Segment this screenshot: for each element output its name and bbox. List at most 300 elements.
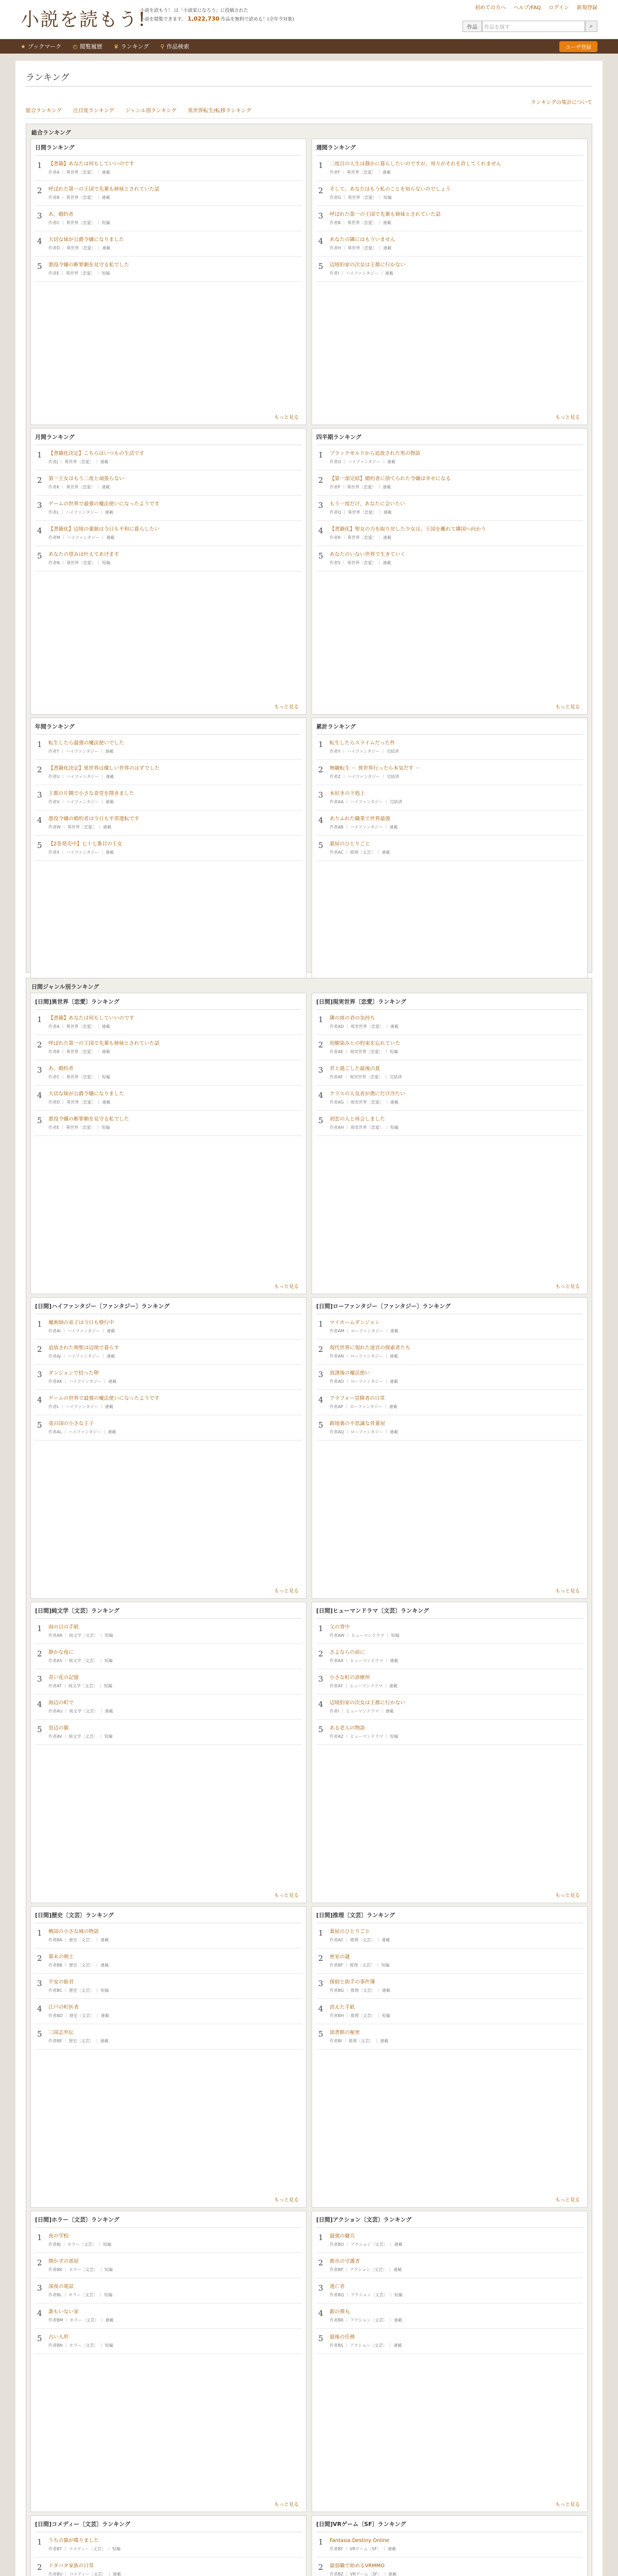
ranking-item-body [45, 450, 300, 465]
ranking-item-body [327, 186, 581, 200]
novel-title-link[interactable]: 呼ばれた第一の王国で先輩も姉妹とされていた話 [48, 187, 160, 192]
novel-title-link[interactable]: 古い人形 [48, 2334, 69, 2340]
novel-title-link[interactable]: 銀の弾丸 [330, 2309, 350, 2315]
ranking-item [35, 2228, 302, 2253]
rank-number: 4 [37, 236, 42, 246]
about-ranking-link[interactable]: ランキングの集計について [530, 100, 592, 106]
rank-number: 1 [318, 1928, 323, 1938]
novel-title-link[interactable]: 大切な妹が公爵令嬢になりました [48, 1091, 124, 1097]
ranking-item-body [327, 450, 581, 465]
novel-title-link[interactable]: 三国志外伝 [48, 2030, 74, 2036]
novel-title-link[interactable]: 悪役令嬢の婚約者は今日も平常運転です [48, 816, 140, 822]
novel-meta: 作者E ｜ 異世界〔恋愛〕 ｜ 短編 [48, 271, 110, 276]
novel-meta: 作者BY ｜ VRゲーム〔SF〕 ｜ 連載 [330, 2547, 396, 2551]
novel-title-link[interactable]: 悪役令嬢の断罪劇を見守る私でした [48, 1116, 129, 1122]
novel-title-link[interactable]: 探偵と助手の事件簿 [330, 1979, 375, 1985]
link-login[interactable]: ログイン [548, 5, 569, 11]
rank-number: 2 [37, 2258, 42, 2267]
ranking-item [316, 181, 583, 206]
search-type-select[interactable]: 作品 [462, 21, 482, 32]
user-register-button[interactable]: ユーザ登録 [559, 41, 597, 52]
ranking-item [35, 2278, 302, 2303]
novel-title-link[interactable]: ブラックギルドから追放された男の物語 [330, 451, 421, 456]
ranking-item [35, 1010, 302, 1035]
novel-title-link[interactable]: クラスの人気者が僕にだけ冷たい [330, 1091, 405, 1097]
ranking-item [35, 1974, 302, 1999]
novel-title-link[interactable]: 本好きの下剋上 [330, 791, 365, 796]
ranking-item [316, 470, 583, 496]
novel-meta: 作者AI ｜ ハイファンタジー ｜ 連載 [48, 1329, 115, 1333]
ranking-card-title: 日間ランキング [35, 139, 302, 156]
ranking-card [312, 1906, 588, 2208]
novel-meta: 作者V ｜ ハイファンタジー ｜ 連載 [48, 800, 114, 804]
novel-title-link[interactable]: ドタバタ家族の日常 [48, 2563, 94, 2569]
novel-title-link[interactable]: 【書籍化】聖女の力を取り戻した少女は、王国を離れて隣国へ向かう [330, 527, 486, 532]
more-link[interactable]: もっと見る [274, 2197, 299, 2203]
ranking-item [35, 470, 302, 496]
nav-search[interactable]: ⚲ 作品検索 [160, 43, 190, 50]
ranking-item-body [45, 1674, 300, 1689]
novel-meta: 作者N ｜ 異世界〔恋愛〕 ｜ 短編 [48, 561, 111, 565]
rank-number: 2 [318, 1954, 323, 1963]
search-input[interactable]: 作品を探す [482, 21, 585, 32]
novel-title-link[interactable]: 平安の姫君 [48, 1979, 74, 1985]
ranking-item-body [45, 2563, 300, 2576]
ranking-item-body [45, 1725, 300, 1739]
ranking-item [35, 1644, 302, 1669]
novel-title-link[interactable]: マイホームダンジョン [330, 1320, 380, 1326]
ranking-card [30, 2515, 306, 2576]
ranking-item-body [327, 1015, 581, 1029]
novel-title-link[interactable]: 青い花の記憶 [48, 1675, 79, 1681]
rank-number: 3 [318, 2283, 323, 2293]
ranking-item-body [327, 1954, 581, 1968]
rank-number: 4 [318, 2309, 323, 2318]
ranking-item [35, 1619, 302, 1644]
ranking-item-body [45, 2004, 300, 2019]
ranking-item-body [45, 2233, 300, 2247]
novel-meta: 作者AU ｜ 純文学〔文芸〕 ｜ 連載 [48, 1709, 113, 1714]
novel-title-link[interactable]: 戦国の小さな城の物語 [48, 1929, 99, 1935]
ranking-item [35, 836, 302, 861]
novel-title-link[interactable]: 転生したら最強の魔法使いでした [48, 740, 124, 746]
ranking-card [30, 993, 306, 1294]
rank-number: 5 [318, 1725, 323, 1734]
novel-meta: 作者BT ｜ コメディー〔文芸〕 ｜ 短編 [48, 2547, 121, 2551]
novel-title-link[interactable]: 無職転生 － 異世界行ったら本気だす － [330, 766, 420, 771]
novel-title-link[interactable]: 夜の学校 [48, 2233, 69, 2239]
novel-meta: 作者X ｜ ハイファンタジー ｜ 連載 [48, 850, 114, 855]
novel-title-link[interactable]: 都市の守護者 [330, 2259, 360, 2264]
novel-title-link[interactable]: 呼ばれた第一の王国で先輩も姉妹とされていた話 [48, 1041, 160, 1046]
ranking-card-title: [日間]ヒューマンドラマ〔文芸〕ランキング [316, 1602, 583, 1619]
novel-meta: 作者BR ｜ アクション〔文芸〕 ｜ 連載 [330, 2318, 402, 2323]
work-count: 1,022,730 [187, 15, 220, 22]
ranking-item [316, 496, 583, 521]
ranking-item-body [45, 476, 300, 490]
ranking-item [35, 785, 302, 810]
more-link[interactable]: もっと見る [555, 1893, 580, 1899]
header-search [462, 21, 597, 32]
novel-meta: 作者BN ｜ ホラー〔文芸〕 ｜ 短編 [48, 2343, 113, 2348]
novel-meta: 作者BP ｜ アクション〔文芸〕 ｜ 連載 [330, 2267, 402, 2272]
rank-number: 3 [37, 1065, 42, 1075]
novel-meta: 作者AR ｜ 純文学〔文芸〕 ｜ 短編 [48, 1633, 113, 1638]
ranking-item-body [45, 2537, 300, 2552]
novel-title-link[interactable]: 【第一部完結】婚約者に捨てられた令嬢は幸せになる [330, 476, 451, 482]
link-help[interactable]: ヘルプ/FAQ [513, 5, 541, 11]
ranking-item-body [327, 476, 581, 490]
ranking-card [312, 993, 588, 1294]
ranking-item-body [327, 526, 581, 540]
rank-number: 3 [318, 1370, 323, 1379]
more-link[interactable]: もっと見る [555, 1284, 580, 1290]
ranking-item-body [327, 211, 581, 226]
novel-title-link[interactable]: 【書籍化決定】こちらはいつもの生活です [48, 451, 145, 456]
rank-number: 3 [37, 211, 42, 221]
novel-title-link[interactable]: ある老人の物語 [330, 1725, 365, 1731]
novel-title-link[interactable]: 【書籍化】辺境の薬師は今日も平和に暮らしたい [48, 527, 160, 532]
novel-meta: 作者AB ｜ ハイファンタジー ｜ 連載 [330, 825, 398, 829]
novel-title-link[interactable]: ありふれた職業で世界最強 [330, 816, 390, 822]
novel-meta: 作者W ｜ 異世界〔恋愛〕 ｜ 連載 [48, 825, 112, 829]
novel-meta: 作者Q ｜ 異世界〔恋愛〕 ｜ 連載 [330, 510, 392, 515]
novel-title-link[interactable]: うちの猫が喋りました [48, 2538, 99, 2544]
rank-number: 1 [318, 1319, 323, 1329]
rank-number: 3 [37, 1674, 42, 1684]
history-icon: ◴ [73, 43, 78, 50]
novel-meta: 作者AH ｜ 現実世界〔恋愛〕 ｜ 短編 [330, 1125, 399, 1130]
ranking-item-body [327, 1345, 581, 1359]
ranking-item-body [45, 1979, 300, 1993]
novel-title-link[interactable]: 最弱職で始めるVRMMO [330, 2563, 385, 2569]
more-link[interactable]: もっと見る [274, 2502, 299, 2507]
rank-number: 1 [37, 1624, 42, 1633]
novel-meta: 作者T ｜ ハイファンタジー ｜ 連載 [48, 749, 114, 754]
novel-title-link[interactable]: 最強の傭兵 [330, 2233, 355, 2239]
novel-meta: 作者AE ｜ 現実世界〔恋愛〕 ｜ 短編 [330, 1049, 398, 1054]
novel-meta: 作者F ｜ 異世界〔恋愛〕 ｜ 連載 [330, 170, 391, 175]
novel-title-link[interactable]: 大切な妹が公爵令嬢になりました [48, 237, 124, 243]
novel-meta: 作者BQ ｜ アクション〔文芸〕 ｜ 短編 [330, 2293, 403, 2297]
novel-title-link[interactable]: さよならの前に [330, 1650, 365, 1655]
rank-number: 1 [318, 2233, 323, 2242]
page-title: ランキング [26, 70, 592, 87]
novel-title-link[interactable]: 転生したらスライムだった件 [330, 740, 396, 746]
rank-number: 1 [37, 740, 42, 749]
ranking-card-title: [日間]ハイファンタジー〔ファンタジー〕ランキング [35, 1298, 302, 1314]
novel-meta: 作者AZ ｜ ヒューマンドラマ ｜ 短編 [330, 1734, 399, 1739]
novel-title-link[interactable]: 薬屋のひとりごと [330, 841, 370, 847]
ranking-item-body [45, 1345, 300, 1359]
ranking-item [316, 1314, 583, 1340]
site-logo[interactable]: 小説を読もう! [21, 9, 147, 30]
rank-number: 3 [37, 501, 42, 510]
ranking-item [35, 1365, 302, 1390]
more-link[interactable]: もっと見る [274, 1284, 299, 1290]
ranking-item [316, 2303, 583, 2329]
novel-title-link[interactable]: 幼馴染みとの約束を忘れていた [330, 1041, 401, 1046]
novel-meta: 作者AC ｜ 推理〔文芸〕 ｜ 連載 [330, 1938, 390, 1942]
novel-title-link[interactable]: あ、婚約者 [48, 1066, 74, 1072]
ranking-item-body [45, 1395, 300, 1410]
ranking-item-body [327, 1649, 581, 1664]
more-link[interactable]: もっと見る [274, 704, 299, 710]
novel-title-link[interactable]: 小さな町の診療所 [330, 1675, 370, 1681]
novel-title-link[interactable]: 海辺の町で [48, 1700, 74, 1706]
novel-title-link[interactable]: ゲームの世界で最強の魔法使いになったようです [48, 501, 160, 507]
novel-meta: 作者K ｜ 異世界〔恋愛〕 ｜ 連載 [48, 485, 110, 489]
ranking-item [35, 1669, 302, 1694]
ranking-card-title: [日間]歴史〔文芸〕ランキング [35, 1907, 302, 1923]
ranking-item-body [327, 1319, 581, 1334]
novel-title-link[interactable]: 追放された剣聖は辺境で暮らす [48, 1345, 119, 1351]
novel-title-link[interactable]: 雨の日の手紙 [48, 1624, 79, 1630]
novel-title-link[interactable]: 【書籍】あなたは何もしていいのです [48, 1015, 134, 1021]
link-first-time[interactable]: 初めての方へ [475, 5, 506, 11]
ranking-item [35, 1999, 302, 2024]
ranking-card [30, 1297, 306, 1599]
novel-title-link[interactable]: あ、婚約者 [48, 212, 74, 217]
more-link[interactable]: もっと見る [274, 1893, 299, 1899]
ranking-item [35, 257, 302, 282]
ranking-item-body [327, 740, 581, 754]
novel-title-link[interactable]: 深夜の電話 [48, 2284, 74, 2290]
ranking-item-body [327, 1040, 581, 1055]
more-link[interactable]: もっと見る [274, 1588, 299, 1594]
novel-meta: 作者BH ｜ 推理〔文芸〕 ｜ 短編 [330, 2013, 390, 2018]
novel-title-link[interactable]: ダンジョンで拾った卵 [48, 1370, 99, 1376]
ranking-item [316, 156, 583, 181]
novel-meta: 作者BG ｜ 推理〔文芸〕 ｜ 連載 [330, 1988, 390, 1993]
nav-bookmark[interactable]: ★ ブックマーク [21, 43, 62, 50]
more-link[interactable]: もっと見る [555, 415, 580, 420]
nav-history[interactable]: ◴ 閲覧履歴 [73, 43, 102, 50]
ranking-card [30, 1602, 306, 1903]
rank-number: 1 [37, 2233, 42, 2242]
novel-title-link[interactable]: 君と過ごした最後の夏 [330, 1066, 380, 1072]
novel-meta: 作者O ｜ ハイファンタジー ｜ 連載 [330, 460, 396, 464]
ranking-item-body [327, 1928, 581, 1943]
main-content [15, 61, 603, 2576]
novel-title-link[interactable]: 竜の国の小さな王子 [48, 1421, 94, 1427]
ranking-item-body [327, 1624, 581, 1638]
ranking-item-body [45, 790, 300, 805]
ranking-card-title: [日間]推理〔文芸〕ランキング [316, 1907, 583, 1923]
ranking-item [35, 760, 302, 785]
ranking-item [316, 810, 583, 836]
rank-number: 2 [318, 765, 323, 774]
novel-meta: 作者L ｜ ハイファンタジー ｜ 連載 [48, 510, 113, 515]
rank-number: 5 [37, 1420, 42, 1430]
novel-title-link[interactable]: 誰もいない家 [48, 2309, 79, 2315]
novel-title-link[interactable]: 辺境伯家の次女は王都に行かない [330, 262, 405, 268]
genre-ranking-section [26, 978, 592, 2576]
ranking-item [35, 1035, 302, 1060]
novel-title-link[interactable]: 辺境伯家の次女は王都に行かない [330, 1700, 405, 1706]
ranking-item [316, 760, 583, 785]
novel-meta: 作者BZ ｜ VRゲーム〔SF〕 ｜ 連載 [330, 2572, 397, 2576]
novel-title-link[interactable]: 静かな夜に [48, 1650, 74, 1655]
search-icon: ⚲ [160, 43, 165, 50]
ranking-item-body [45, 2309, 300, 2323]
rank-number: 2 [318, 186, 323, 195]
ranking-item-body [327, 1725, 581, 1739]
nav-ranking[interactable]: ♛ ランキング [113, 43, 149, 50]
novel-title-link[interactable]: 【書籍】あなたは何もしていいのです [48, 161, 134, 167]
novel-meta: 作者A ｜ 異世界〔恋愛〕 ｜ 連載 [48, 170, 110, 175]
main-nav [0, 39, 618, 54]
novel-title-link[interactable]: ゲームの世界で最強の魔法使いになったようです [48, 1396, 160, 1401]
novel-title-link[interactable]: 幕末の剣士 [48, 1954, 74, 1960]
ranking-card [30, 718, 306, 1004]
rank-number: 2 [37, 1345, 42, 1354]
ranking-item-body [45, 526, 300, 540]
ranking-item [316, 1923, 583, 1948]
novel-title-link[interactable]: 魔術師の弟子は今日も修行中 [48, 1320, 114, 1326]
novel-meta: 作者E ｜ 異世界〔恋愛〕 ｜ 短編 [48, 1125, 110, 1130]
novel-title-link[interactable]: 悪役令嬢の断罪劇を見守る私でした [48, 262, 129, 268]
tab-overall[interactable]: 総合ランキング [26, 108, 62, 114]
more-link[interactable]: もっと見る [555, 2197, 580, 2203]
novel-title-link[interactable]: あなたの隣にはもういません [330, 237, 396, 243]
ranking-item-body [45, 1040, 300, 1055]
novel-title-link[interactable]: 逃亡者 [330, 2284, 345, 2290]
ranking-card-title: [日間]アクション〔文芸〕ランキング [316, 2211, 583, 2228]
ranking-item [35, 2024, 302, 2049]
novel-meta: 作者AJ ｜ ハイファンタジー ｜ 連載 [48, 1354, 115, 1359]
novel-title-link[interactable]: 密室の謎 [330, 1954, 350, 1960]
ranking-card [30, 428, 306, 715]
novel-meta: 作者AM ｜ ローファンタジー ｜ 連載 [330, 1329, 399, 1333]
novel-meta: 作者I ｜ ヒューマンドラマ ｜ 連載 [330, 1709, 394, 1714]
more-link[interactable]: もっと見る [274, 415, 299, 420]
ranking-item-body [45, 816, 300, 830]
search-button[interactable] [585, 21, 597, 32]
novel-meta: 作者H ｜ 異世界〔恋愛〕 ｜ 連載 [330, 246, 392, 250]
novel-title-link[interactable]: そして、あなたはもう私のことを知らないのでしょう [330, 187, 451, 192]
rank-number: 3 [318, 1065, 323, 1075]
novel-meta: 作者AG ｜ 現実世界〔恋愛〕 ｜ 連載 [330, 1100, 399, 1105]
ranking-item-body [327, 765, 581, 779]
rank-number: 5 [37, 2029, 42, 2039]
ranking-item [35, 181, 302, 206]
novel-title-link[interactable]: あなたの望みは叶えてあげます [48, 552, 119, 557]
rank-number: 2 [318, 2563, 323, 2572]
rank-number: 4 [318, 526, 323, 535]
novel-title-link[interactable]: 現代世界に現れた迷宮の探索者たち [330, 1345, 410, 1351]
section-title: 総合ランキング [31, 129, 71, 136]
ranking-item [316, 735, 583, 760]
rank-number: 5 [318, 1420, 323, 1430]
novel-title-link[interactable]: 窓辺の猫 [48, 1725, 69, 1731]
rank-number: 5 [318, 262, 323, 271]
novel-meta: 作者U ｜ ハイファンタジー ｜ 連載 [48, 774, 114, 779]
ranking-item-body [327, 1674, 581, 1689]
rank-number: 1 [37, 1928, 42, 1938]
novel-meta: 作者AC ｜ 推理〔文芸〕 ｜ 連載 [330, 850, 390, 855]
novel-title-link[interactable]: 図書館の秘密 [330, 2030, 360, 2036]
ranking-item [316, 1340, 583, 1365]
rank-number: 2 [37, 476, 42, 485]
rank-number: 4 [37, 1395, 42, 1404]
novel-title-link[interactable]: Fantasia Destiny Online [330, 2538, 389, 2544]
novel-title-link[interactable]: 呼ばれた第一の王国で先輩も姉妹とされていた話 [330, 212, 441, 217]
ranking-item [35, 2557, 302, 2576]
ranking-item-body [327, 2283, 581, 2298]
ranking-item [316, 836, 583, 861]
novel-meta: 作者BB ｜ 歴史〔文芸〕 ｜ 連載 [48, 1963, 109, 1968]
novel-title-link[interactable]: もう一度だけ、あなたに会いたい [330, 501, 405, 507]
link-register[interactable]: 新規登録 [577, 5, 597, 11]
rank-number: 4 [318, 816, 323, 825]
ranking-item [35, 156, 302, 181]
novel-title-link[interactable]: 第一王女はもう二度と頑張らない [48, 476, 124, 482]
novel-meta: 作者C ｜ 異世界〔恋愛〕 ｜ 短編 [48, 221, 110, 225]
ranking-item [316, 1390, 583, 1415]
ranking-card-title: [日間]現実世界〔恋愛〕ランキング [316, 993, 583, 1010]
ranking-item-body [327, 262, 581, 276]
ranking-item-body [327, 2004, 581, 2019]
ranking-item-body [327, 161, 581, 175]
novel-title-link[interactable]: 王都の片隅で小さな食堂を開きました [48, 791, 134, 796]
novel-title-link[interactable]: 最後の任務 [330, 2334, 355, 2340]
ranking-tabs [26, 106, 592, 118]
novel-title-link[interactable]: 開かずの部屋 [48, 2259, 79, 2264]
ranking-item-body [45, 2334, 300, 2348]
more-link[interactable]: もっと見る [555, 1588, 580, 1594]
rank-number: 5 [37, 262, 42, 271]
ranking-item [316, 1644, 583, 1669]
novel-meta: 作者C ｜ 異世界〔恋愛〕 ｜ 短編 [48, 1075, 110, 1079]
novel-title-link[interactable]: 放課後の魔法使い [330, 1370, 370, 1376]
novel-title-link[interactable]: 薬屋のひとりごと [330, 1929, 370, 1935]
novel-title-link[interactable]: 二度目の人生は静かに暮らしたいのですが、周りがそれを許してくれません [330, 161, 502, 167]
novel-title-link[interactable]: 路地裏の不思議な骨董屋 [330, 1421, 385, 1427]
novel-title-link[interactable]: 江戸の町医者 [48, 2005, 79, 2010]
ranking-card-title: 四半期ランキング [316, 429, 583, 445]
ranking-card [30, 1906, 306, 2208]
rank-number: 5 [37, 1725, 42, 1734]
ranking-item-body [327, 790, 581, 805]
novel-title-link[interactable]: アラフォー冒険者の日常 [330, 1396, 385, 1401]
ranking-item [316, 206, 583, 231]
novel-title-link[interactable]: 父の背中 [330, 1624, 350, 1630]
tab-attention[interactable]: 注目度ランキング [73, 108, 114, 114]
tab-isekai[interactable]: 異世界転生/転移ランキング [187, 108, 251, 114]
more-link[interactable]: もっと見る [555, 704, 580, 710]
novel-meta: 作者D ｜ 異世界〔恋愛〕 ｜ 連載 [48, 246, 111, 250]
novel-meta: 作者B ｜ 異世界〔恋愛〕 ｜ 連載 [48, 195, 110, 200]
rank-number: 4 [318, 1091, 323, 1100]
rank-number: 2 [318, 1649, 323, 1658]
ranking-item [35, 2532, 302, 2557]
ranking-item-body [45, 765, 300, 779]
rank-number: 4 [37, 1700, 42, 1709]
novel-title-link[interactable]: 消えた手紙 [330, 2005, 355, 2010]
novel-title-link[interactable]: あなたのいない世界で生きていく [330, 552, 405, 557]
more-link[interactable]: もっと見る [555, 2502, 580, 2507]
tab-genre[interactable]: ジャンル別ランキング [125, 108, 177, 114]
ranking-item [35, 1923, 302, 1948]
ranking-item [35, 1720, 302, 1745]
novel-title-link[interactable]: 初恋の人と再会しました [330, 1116, 385, 1122]
ranking-item [35, 2303, 302, 2329]
ranking-item-body [45, 1370, 300, 1384]
novel-title-link[interactable]: 【2巻発売中】七十七番目の王女 [48, 841, 123, 847]
novel-title-link[interactable]: 【書籍化決定】異世界は優しい世界のはずでした [48, 766, 160, 771]
novel-title-link[interactable]: 隣の席の君の気持ち [330, 1015, 375, 1021]
